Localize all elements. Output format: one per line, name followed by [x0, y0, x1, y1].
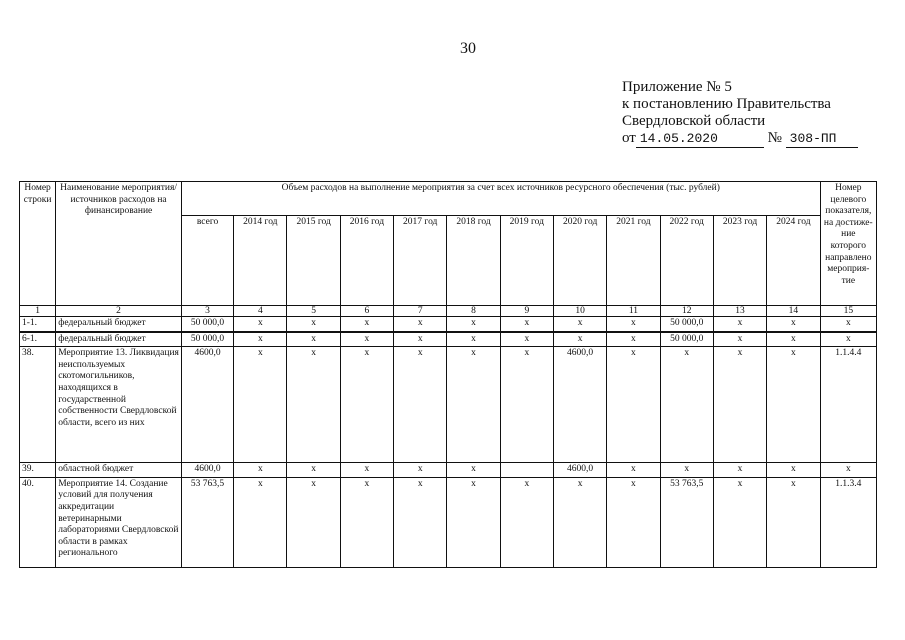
- value-cell: x: [234, 317, 287, 332]
- value-cell: x: [394, 347, 447, 463]
- value-cell: x: [394, 463, 447, 478]
- row-name-cell: областной бюджет: [56, 463, 182, 478]
- row-name-cell: федеральный бюджет: [56, 332, 182, 347]
- value-cell: x: [713, 332, 766, 347]
- value-cell: [500, 463, 553, 478]
- value-cell: x: [713, 463, 766, 478]
- value-cell: x: [287, 317, 340, 332]
- header-year: всего: [181, 216, 233, 306]
- value-cell: x: [447, 477, 500, 567]
- column-number: 5: [287, 306, 340, 317]
- column-number: 3: [181, 306, 233, 317]
- value-cell: x: [553, 332, 606, 347]
- appendix-header: [622, 79, 858, 148]
- number-label: №: [767, 130, 782, 146]
- value-cell: x: [767, 317, 820, 332]
- value-cell: 50 000,0: [660, 332, 713, 347]
- value-cell: 50 000,0: [660, 317, 713, 332]
- row-number-cell: 39.: [20, 463, 56, 478]
- header-year: 2014 год: [234, 216, 287, 306]
- table-row: [20, 477, 877, 567]
- value-cell: x: [500, 332, 553, 347]
- column-number: 14: [767, 306, 820, 317]
- indicator-cell: 1.1.4.4: [820, 347, 876, 463]
- value-cell: x: [607, 317, 660, 332]
- value-cell: x: [767, 463, 820, 478]
- column-number: 10: [553, 306, 606, 317]
- column-number: 8: [447, 306, 500, 317]
- header-name: Наименование мероприятия/ источников расходов на финансирование: [56, 182, 182, 306]
- column-number: 4: [234, 306, 287, 317]
- value-cell: x: [340, 347, 393, 463]
- indicator-cell: x: [820, 463, 876, 478]
- value-cell: x: [234, 332, 287, 347]
- value-cell: x: [660, 347, 713, 463]
- value-cell: x: [607, 332, 660, 347]
- value-cell: x: [447, 463, 500, 478]
- header-year: 2016 год: [340, 216, 393, 306]
- value-cell: x: [447, 317, 500, 332]
- decree-number: 308-ПП: [786, 130, 858, 148]
- page-number: 30: [460, 40, 476, 57]
- value-cell: x: [340, 463, 393, 478]
- column-number: 13: [713, 306, 766, 317]
- header-year: 2017 год: [394, 216, 447, 306]
- header-year: 2024 год: [767, 216, 820, 306]
- indicator-cell: 1.1.3.4: [820, 477, 876, 567]
- table-row: [20, 463, 877, 478]
- value-cell: x: [767, 347, 820, 463]
- column-number: 11: [607, 306, 660, 317]
- value-cell: x: [234, 463, 287, 478]
- header-year: 2021 год: [607, 216, 660, 306]
- value-cell: x: [713, 347, 766, 463]
- value-cell: x: [607, 477, 660, 567]
- value-cell: 4600,0: [181, 347, 233, 463]
- header-year: 2022 год: [660, 216, 713, 306]
- appendix-region-line: Свердловской области: [622, 113, 766, 129]
- value-cell: x: [287, 347, 340, 463]
- value-cell: x: [340, 317, 393, 332]
- appendix-title: Приложение № 5: [622, 79, 732, 95]
- column-number: 15: [820, 306, 876, 317]
- value-cell: 50 000,0: [181, 332, 233, 347]
- expenses-table: [19, 181, 877, 568]
- column-number: 2: [56, 306, 182, 317]
- header-year: 2018 год: [447, 216, 500, 306]
- value-cell: x: [447, 332, 500, 347]
- value-cell: x: [394, 477, 447, 567]
- indicator-cell: x: [820, 332, 876, 347]
- column-number: 12: [660, 306, 713, 317]
- row-name-cell: Мероприятие 14. Создание условий для получения аккредитации ветеринарными лабораториями Свердловской области в рамках регионального: [56, 477, 182, 567]
- column-number: 7: [394, 306, 447, 317]
- value-cell: x: [607, 347, 660, 463]
- value-cell: x: [394, 332, 447, 347]
- row-name-cell: Мероприятие 13. Ликвидация неиспользуемых скотомогильников, находящихся в государственной собственности Свердловской области, всего из них: [56, 347, 182, 463]
- value-cell: x: [767, 332, 820, 347]
- appendix-decree-line: к постановлению Правительства: [622, 96, 831, 112]
- value-cell: x: [607, 463, 660, 478]
- column-number: 6: [340, 306, 393, 317]
- value-cell: x: [767, 477, 820, 567]
- header-year: 2020 год: [553, 216, 606, 306]
- value-cell: 53 763,5: [181, 477, 233, 567]
- value-cell: 4600,0: [553, 463, 606, 478]
- decree-date: 14.05.2020: [636, 130, 764, 148]
- value-cell: x: [500, 347, 553, 463]
- row-number-cell: 40.: [20, 477, 56, 567]
- value-cell: 4600,0: [553, 347, 606, 463]
- header-volume: Объем расходов на выполнение мероприятия за счет всех источников ресурсного обеспечения (тыс. рублей): [181, 182, 820, 216]
- value-cell: x: [447, 347, 500, 463]
- value-cell: x: [713, 477, 766, 567]
- column-number: 1: [20, 306, 56, 317]
- column-number: 9: [500, 306, 553, 317]
- value-cell: x: [234, 477, 287, 567]
- value-cell: x: [553, 477, 606, 567]
- header-year: 2015 год: [287, 216, 340, 306]
- value-cell: x: [340, 332, 393, 347]
- value-cell: 50 000,0: [181, 317, 233, 332]
- column-number-row: [20, 306, 877, 317]
- table-row: [20, 317, 877, 332]
- row-number-cell: 6-1.: [20, 332, 56, 347]
- appendix-date-line: [622, 130, 858, 148]
- value-cell: x: [287, 477, 340, 567]
- table-row: [20, 332, 877, 347]
- value-cell: x: [500, 317, 553, 332]
- value-cell: x: [394, 317, 447, 332]
- table-row: [20, 347, 877, 463]
- value-cell: x: [713, 317, 766, 332]
- header-row-number: Номер строки: [20, 182, 56, 306]
- value-cell: x: [500, 477, 553, 567]
- row-number-cell: 38.: [20, 347, 56, 463]
- value-cell: x: [234, 347, 287, 463]
- header-indicator: Номер целевого показателя, на достиже-ние которого направлено мероприя-тие: [820, 182, 876, 306]
- indicator-cell: x: [820, 317, 876, 332]
- value-cell: 53 763,5: [660, 477, 713, 567]
- value-cell: x: [287, 463, 340, 478]
- row-number-cell: 1-1.: [20, 317, 56, 332]
- value-cell: x: [340, 477, 393, 567]
- from-label: от: [622, 130, 636, 146]
- value-cell: x: [660, 463, 713, 478]
- header-year: 2023 год: [713, 216, 766, 306]
- value-cell: 4600,0: [181, 463, 233, 478]
- header-year: 2019 год: [500, 216, 553, 306]
- row-name-cell: федеральный бюджет: [56, 317, 182, 332]
- value-cell: x: [287, 332, 340, 347]
- value-cell: x: [553, 317, 606, 332]
